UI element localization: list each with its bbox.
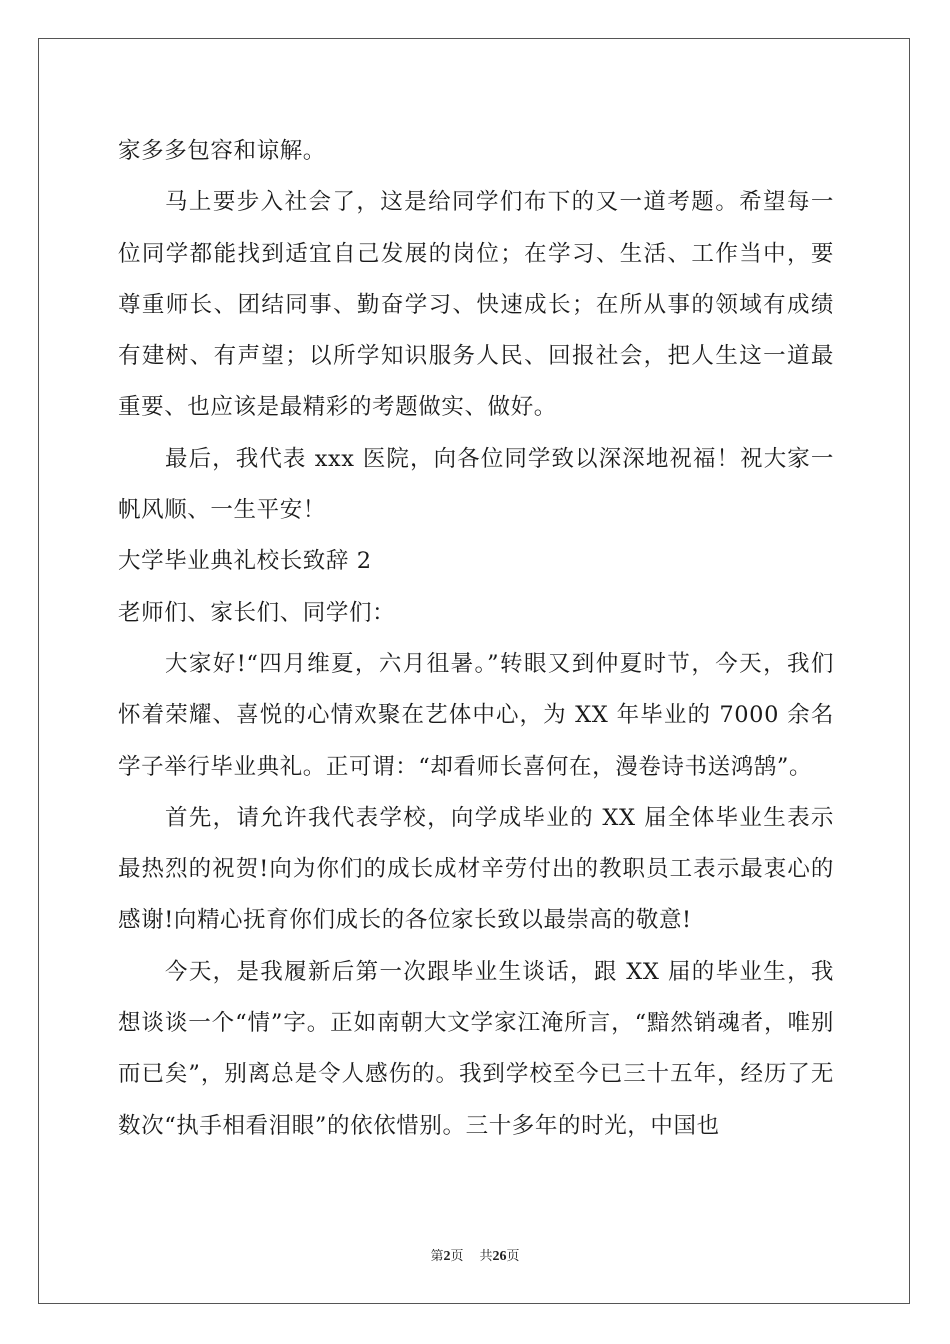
- paragraph-7: 首先，请允许我代表学校，向学成毕业的 XX 届全体毕业生表示最热烈的祝贺!向为你们的成长成材辛劳付出的教职员工表示最衷心的感谢!向精心抚育你们成长的各位家长致以最崇高的敬意!: [118, 804, 834, 934]
- page-number: 2: [443, 1249, 451, 1264]
- total-suffix: 页: [506, 1249, 520, 1264]
- salutation: 老师们、家长们、同学们：: [118, 599, 396, 626]
- document-body: [118, 126, 834, 1152]
- total-prefix: 共: [479, 1249, 493, 1264]
- paragraph-2: 马上要步入社会了，这是给同学们布下的又一道考题。希望每一位同学都能找到适宜自己发展的岗位；在学习、生活、工作当中，要尊重师长、团结同事、勤奋学习、快速成长；在所从事的领域有成绩有建树、有声望；以所学知识服务人民、回报社会，把人生这一道最重要、也应该是最精彩的考题做实、做好。: [118, 189, 834, 421]
- paragraph-6: 大家好!“四月维夏，六月徂暑。”转眼又到仲夏时节，今天，我们怀着荣耀、喜悦的心情欢聚在艺体中心，为 XX 年毕业的 7000 余名学子举行毕业典礼。正可谓：“却看师长喜何在，漫卷诗书送鸿鹄”。: [118, 650, 834, 780]
- paragraph-3: 最后，我代表 xxx 医院，向各位同学致以深深地祝福！祝大家一帆风顺、一生平安！: [118, 445, 834, 524]
- page-footer: [0, 1245, 950, 1265]
- page-suffix: 页: [450, 1249, 464, 1264]
- paragraph-1: 家多多包容和谅解。: [118, 138, 326, 164]
- page-prefix: 第: [430, 1249, 444, 1264]
- section-title: 大学毕业典礼校长致辞 2: [118, 548, 372, 575]
- total-pages: 26: [492, 1249, 507, 1264]
- paragraph-8: 今天，是我履新后第一次跟毕业生谈话，跟 XX 届的毕业生，我想谈谈一个“情”字。正如南朝大文学家江淹所言，“黯然销魂者，唯别而已矣”，别离总是令人感伤的。我到学校至今已三十五年，经历了无数次“执手相看泪眼”的依依惜别。三十多年的时光，中国也: [118, 958, 834, 1139]
